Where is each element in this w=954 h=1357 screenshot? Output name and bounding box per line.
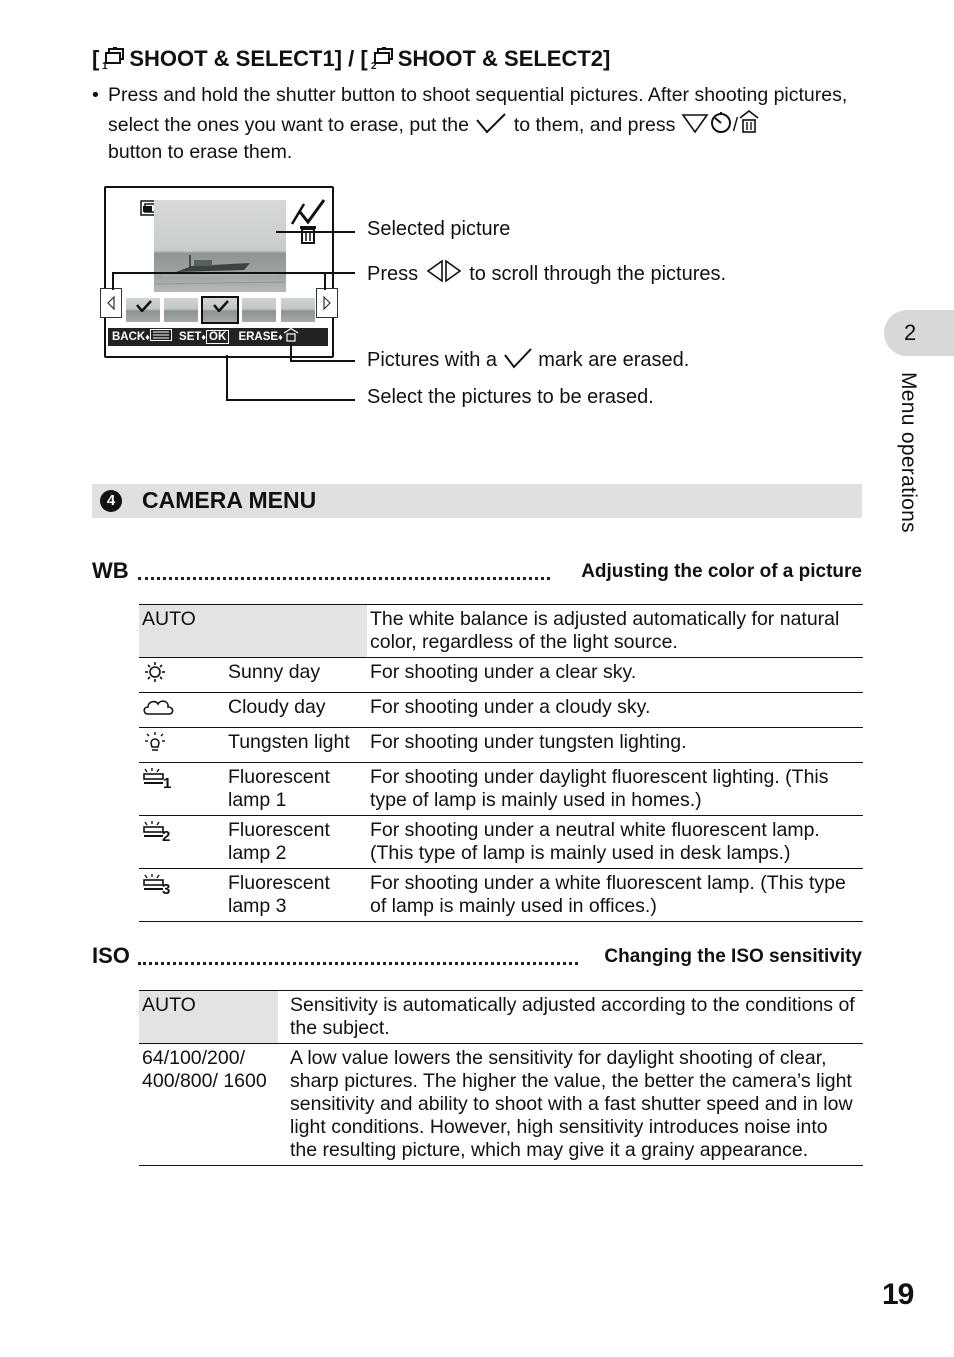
callout-line-mark-v — [290, 343, 292, 361]
wb-name: Fluorescent lamp 1 — [225, 763, 367, 816]
callout-select: Select the pictures to be erased. — [367, 386, 654, 408]
wb-desc: For shooting under a white fluorescent lamp. (This type of lamp is mainly used in offices.) — [367, 869, 863, 922]
camera-menu-header — [92, 484, 862, 518]
lcd-button-guide — [108, 328, 328, 346]
thumbnail[interactable] — [164, 298, 198, 322]
tungsten-icon — [142, 731, 168, 753]
table-row — [139, 728, 863, 763]
bullet-dot: • — [92, 84, 99, 106]
iso-key: ISO — [92, 943, 130, 968]
leader-dots — [138, 577, 550, 580]
sequential-shoot-2-icon — [370, 46, 394, 70]
wb-desc: The white balance is adjusted automatically for natural color, regardless of the light source. — [367, 605, 863, 658]
callout-marked-text-2: mark are erased. — [538, 349, 690, 371]
callout-scroll-text-2: to scroll through the pictures. — [469, 263, 727, 285]
bullet-text-3: button to erase them. — [108, 141, 293, 163]
self-timer-icon — [709, 110, 733, 134]
table-row — [139, 605, 863, 658]
wb-icon-cell — [139, 763, 225, 816]
callout-line-scroll-left — [112, 272, 114, 290]
iso-table — [139, 990, 863, 1166]
wb-section-header — [92, 556, 862, 586]
svg-text:2: 2 — [162, 828, 171, 843]
svg-text:1: 1 — [163, 775, 172, 790]
section-number-badge: 4 — [100, 490, 122, 512]
erase-trash-icon — [283, 328, 299, 342]
wb-name: Fluorescent lamp 3 — [225, 869, 367, 922]
erase-label: ERASE — [238, 331, 279, 343]
diamond-icon: ♦ — [145, 332, 150, 342]
fluorescent-2-icon — [142, 819, 174, 843]
wb-icon-cell — [139, 658, 225, 693]
wb-key: WB — [92, 558, 129, 583]
callout-line-mark-h — [290, 360, 355, 362]
iso-description: Changing the ISO sensitivity — [604, 946, 862, 967]
bullet-text-1: Press and hold the shutter button to shoot sequential pictures. After shooting pictures, select the ones you want to erase, put the — [108, 84, 848, 136]
iso-desc: A low value lowers the sensitivity for daylight shooting of clear, sharp pictures. The higher the value, the better the camera’s light sensitivity and ability to shoot with a fast shutter speed and in low light conditions. However, high sensitivity introduces noise into the resulting picture, which may give it a grainy appearance. — [278, 1044, 863, 1166]
bullet-text-2: to them, and press — [513, 113, 676, 136]
svg-text:3: 3 — [162, 881, 171, 896]
thumbnail-selected[interactable] — [203, 298, 237, 322]
diamond-icon: ♦ — [278, 332, 283, 342]
table-row — [139, 763, 863, 816]
table-row — [139, 1044, 863, 1166]
thumbnail[interactable] — [281, 298, 315, 322]
wb-desc: For shooting under a neutral white fluorescent lamp. (This type of lamp is mainly used in desk lamps.) — [367, 816, 863, 869]
iso-setting: AUTO — [139, 991, 278, 1044]
leader-dots — [138, 962, 578, 965]
sun-icon — [142, 661, 168, 683]
wb-icon-cell — [139, 869, 225, 922]
diamond-icon: ♦ — [201, 332, 206, 342]
selected-picture-preview — [154, 200, 286, 292]
heading-label-2: SHOOT & SELECT2] — [397, 46, 611, 71]
callout-scroll-text-1: Press — [367, 263, 419, 285]
wb-table — [139, 604, 863, 922]
check-mark-icon — [136, 300, 152, 312]
iso-section-header — [92, 941, 862, 971]
back-label: BACK — [112, 331, 146, 343]
boat-photo — [154, 200, 286, 292]
fluorescent-1-icon — [142, 766, 174, 790]
check-mark-icon — [503, 347, 533, 369]
wb-icon-cell — [139, 693, 225, 728]
svg-text:2: 2 — [370, 61, 377, 70]
callout-scroll — [367, 259, 726, 286]
wb-desc: For shooting under daylight fluorescent lighting. (This type of lamp is mainly used in homes.) — [367, 763, 863, 816]
fluorescent-3-icon — [142, 872, 174, 896]
table-row — [139, 869, 863, 922]
heading-label-1: SHOOT & SELECT1] / [ — [129, 46, 368, 71]
callout-line-select-v — [226, 355, 228, 400]
wb-desc: For shooting under tungsten lighting. — [367, 728, 863, 763]
wb-mode: AUTO — [139, 605, 225, 658]
table-row — [139, 991, 863, 1044]
callout-marked-text-1: Pictures with a — [367, 349, 498, 371]
left-right-arrows-icon — [424, 259, 464, 283]
check-mark-icon — [474, 112, 508, 134]
check-mark-icon — [213, 300, 229, 312]
camera-menu-title: CAMERA MENU — [142, 487, 317, 513]
callout-line-scroll-h — [112, 272, 355, 274]
down-arrow-button-icon — [681, 112, 709, 134]
wb-name: Sunny day — [225, 658, 367, 693]
thumbnail[interactable] — [126, 298, 160, 322]
erase-trash-icon — [738, 110, 760, 134]
menu-button-icon — [150, 329, 172, 341]
shoot-select-heading — [92, 46, 610, 72]
chapter-number: 2 — [904, 320, 917, 345]
callout-line-scroll-right — [324, 272, 326, 290]
callout-marked — [367, 347, 689, 372]
bullet-slash: / — [732, 113, 739, 136]
callout-line-selected — [276, 231, 355, 233]
wb-icon-cell — [139, 728, 225, 763]
wb-desc: For shooting under a cloudy sky. — [367, 693, 863, 728]
sequential-shoot-1-icon — [101, 46, 125, 70]
heading-bracket: [ — [92, 46, 100, 71]
cloud-icon — [142, 696, 176, 718]
svg-text:1: 1 — [102, 61, 108, 70]
chapter-label: Menu operations — [897, 372, 920, 533]
set-label: SET — [179, 331, 202, 343]
wb-desc: For shooting under a clear sky. — [367, 658, 863, 693]
iso-setting: 64/100/200/ 400/800/ 1600 — [139, 1044, 278, 1166]
table-row — [139, 693, 863, 728]
callout-line-select-h — [226, 399, 355, 401]
page-number: 19 — [882, 1278, 914, 1311]
iso-desc: Sensitivity is automatically adjusted according to the conditions of the subject. — [278, 991, 863, 1044]
wb-icon-cell — [139, 816, 225, 869]
wb-name: Tungsten light — [225, 728, 367, 763]
chapter-tab — [884, 310, 954, 356]
table-row — [139, 816, 863, 869]
wb-name — [225, 605, 367, 658]
wb-name: Fluorescent lamp 2 — [225, 816, 367, 869]
table-row — [139, 658, 863, 693]
wb-description: Adjusting the color of a picture — [581, 561, 862, 582]
check-trash-icon — [290, 198, 328, 246]
instruction-bullet — [92, 82, 872, 167]
callout-selected-picture: Selected picture — [367, 218, 511, 240]
wb-name: Cloudy day — [225, 693, 367, 728]
thumbnail-strip — [112, 296, 322, 324]
ok-button-label: OK — [206, 330, 229, 344]
thumbnail[interactable] — [242, 298, 276, 322]
